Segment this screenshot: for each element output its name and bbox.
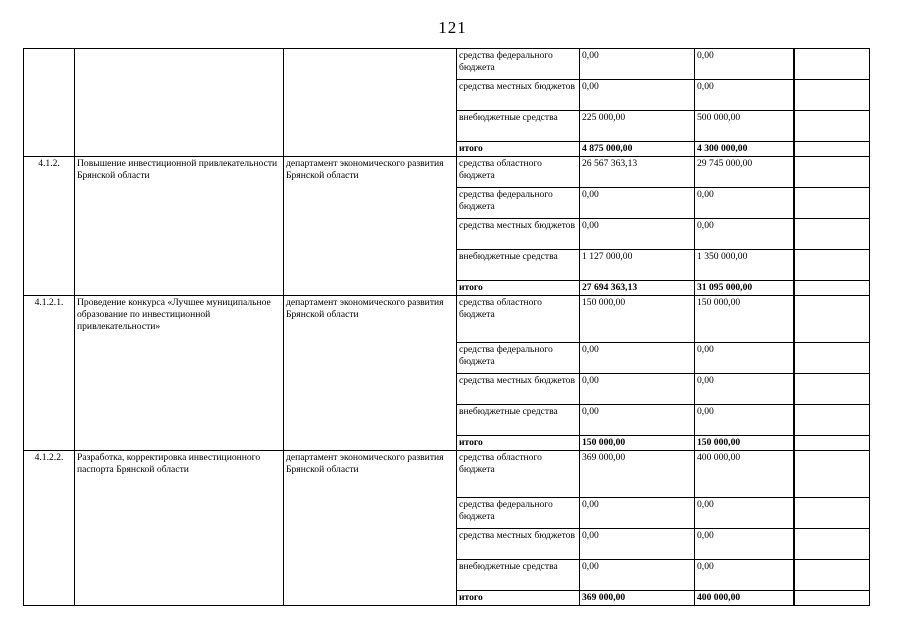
- funding-source: средства областного бюджета: [457, 451, 580, 498]
- funding-source: итого: [457, 281, 580, 296]
- empty-cell: [794, 296, 870, 343]
- amount-col-2: 0,00: [695, 219, 794, 250]
- item-name: Повышение инвестиционной привлекательности Брянской области: [75, 157, 284, 296]
- item-department: департамент экономического развития Брянской области: [284, 157, 457, 296]
- empty-cell: [794, 157, 870, 188]
- amount-col-1: 0,00: [580, 219, 695, 250]
- amount-col-1: 0,00: [580, 343, 695, 374]
- budget-table: [23, 48, 870, 606]
- amount-col-2: 4 300 000,00: [695, 142, 794, 157]
- empty-cell: [794, 49, 870, 80]
- item-department: [284, 49, 457, 157]
- empty-cell: [794, 529, 870, 560]
- empty-cell: [794, 498, 870, 529]
- item-name: [75, 49, 284, 157]
- funding-source: средства местных бюджетов: [457, 219, 580, 250]
- item-number: 4.1.2.2.: [24, 451, 75, 606]
- empty-cell: [794, 111, 870, 142]
- empty-cell: [794, 219, 870, 250]
- empty-cell: [794, 281, 870, 296]
- amount-col-1: 0,00: [580, 405, 695, 436]
- funding-source: внебюджетные средства: [457, 560, 580, 591]
- funding-source: средства федерального бюджета: [457, 49, 580, 80]
- amount-col-1: 4 875 000,00: [580, 142, 695, 157]
- funding-source: средства областного бюджета: [457, 157, 580, 188]
- funding-source: средства федерального бюджета: [457, 498, 580, 529]
- empty-cell: [794, 436, 870, 451]
- funding-source: итого: [457, 436, 580, 451]
- amount-col-2: 150 000,00: [695, 296, 794, 343]
- empty-cell: [794, 374, 870, 405]
- amount-col-1: 369 000,00: [580, 451, 695, 498]
- empty-cell: [794, 451, 870, 498]
- table-row: [24, 296, 870, 343]
- amount-col-2: 0,00: [695, 343, 794, 374]
- amount-col-2: 29 745 000,00: [695, 157, 794, 188]
- amount-col-2: 0,00: [695, 49, 794, 80]
- funding-source: средства местных бюджетов: [457, 529, 580, 560]
- empty-cell: [794, 188, 870, 219]
- amount-col-1: 369 000,00: [580, 591, 695, 606]
- empty-cell: [794, 80, 870, 111]
- amount-col-2: 31 095 000,00: [695, 281, 794, 296]
- item-name: Проведение конкурса «Лучшее муниципальное образование по инвестиционной привлекательности»: [75, 296, 284, 451]
- item-name: Разработка, корректировка инвестиционного паспорта Брянской области: [75, 451, 284, 606]
- amount-col-2: 400 000,00: [695, 451, 794, 498]
- funding-source: внебюджетные средства: [457, 111, 580, 142]
- amount-col-1: 150 000,00: [580, 296, 695, 343]
- item-number: 4.1.2.: [24, 157, 75, 296]
- table-row: [24, 49, 870, 80]
- item-department: департамент экономического развития Брянской области: [284, 451, 457, 606]
- funding-source: средства областного бюджета: [457, 296, 580, 343]
- table-row: [24, 157, 870, 188]
- amount-col-1: 0,00: [580, 188, 695, 219]
- amount-col-1: 150 000,00: [580, 436, 695, 451]
- amount-col-2: 0,00: [695, 188, 794, 219]
- amount-col-1: 0,00: [580, 374, 695, 405]
- amount-col-2: 0,00: [695, 405, 794, 436]
- empty-cell: [794, 405, 870, 436]
- amount-col-1: 0,00: [580, 560, 695, 591]
- amount-col-1: 0,00: [580, 49, 695, 80]
- funding-source: внебюджетные средства: [457, 250, 580, 281]
- amount-col-2: 0,00: [695, 374, 794, 405]
- page-number: 121: [438, 18, 467, 37]
- amount-col-1: 0,00: [580, 80, 695, 111]
- amount-col-1: 0,00: [580, 498, 695, 529]
- empty-cell: [794, 591, 870, 606]
- amount-col-1: 1 127 000,00: [580, 250, 695, 281]
- amount-col-2: 0,00: [695, 560, 794, 591]
- item-number: 4.1.2.1.: [24, 296, 75, 451]
- amount-col-1: 0,00: [580, 529, 695, 560]
- amount-col-2: 0,00: [695, 498, 794, 529]
- funding-source: средства федерального бюджета: [457, 343, 580, 374]
- amount-col-1: 27 694 363,13: [580, 281, 695, 296]
- amount-col-2: 1 350 000,00: [695, 250, 794, 281]
- amount-col-2: 500 000,00: [695, 111, 794, 142]
- funding-source: итого: [457, 142, 580, 157]
- amount-col-2: 0,00: [695, 529, 794, 560]
- table-row: [24, 451, 870, 498]
- empty-cell: [794, 343, 870, 374]
- item-department: департамент экономического развития Брянской области: [284, 296, 457, 451]
- empty-cell: [794, 250, 870, 281]
- amount-col-2: 400 000,00: [695, 591, 794, 606]
- amount-col-2: 0,00: [695, 80, 794, 111]
- empty-cell: [794, 560, 870, 591]
- funding-source: итого: [457, 591, 580, 606]
- funding-source: средства местных бюджетов: [457, 374, 580, 405]
- amount-col-1: 26 567 363,13: [580, 157, 695, 188]
- funding-source: средства федерального бюджета: [457, 188, 580, 219]
- amount-col-2: 150 000,00: [695, 436, 794, 451]
- item-number: [24, 49, 75, 157]
- empty-cell: [794, 142, 870, 157]
- funding-source: средства местных бюджетов: [457, 80, 580, 111]
- funding-source: внебюджетные средства: [457, 405, 580, 436]
- amount-col-1: 225 000,00: [580, 111, 695, 142]
